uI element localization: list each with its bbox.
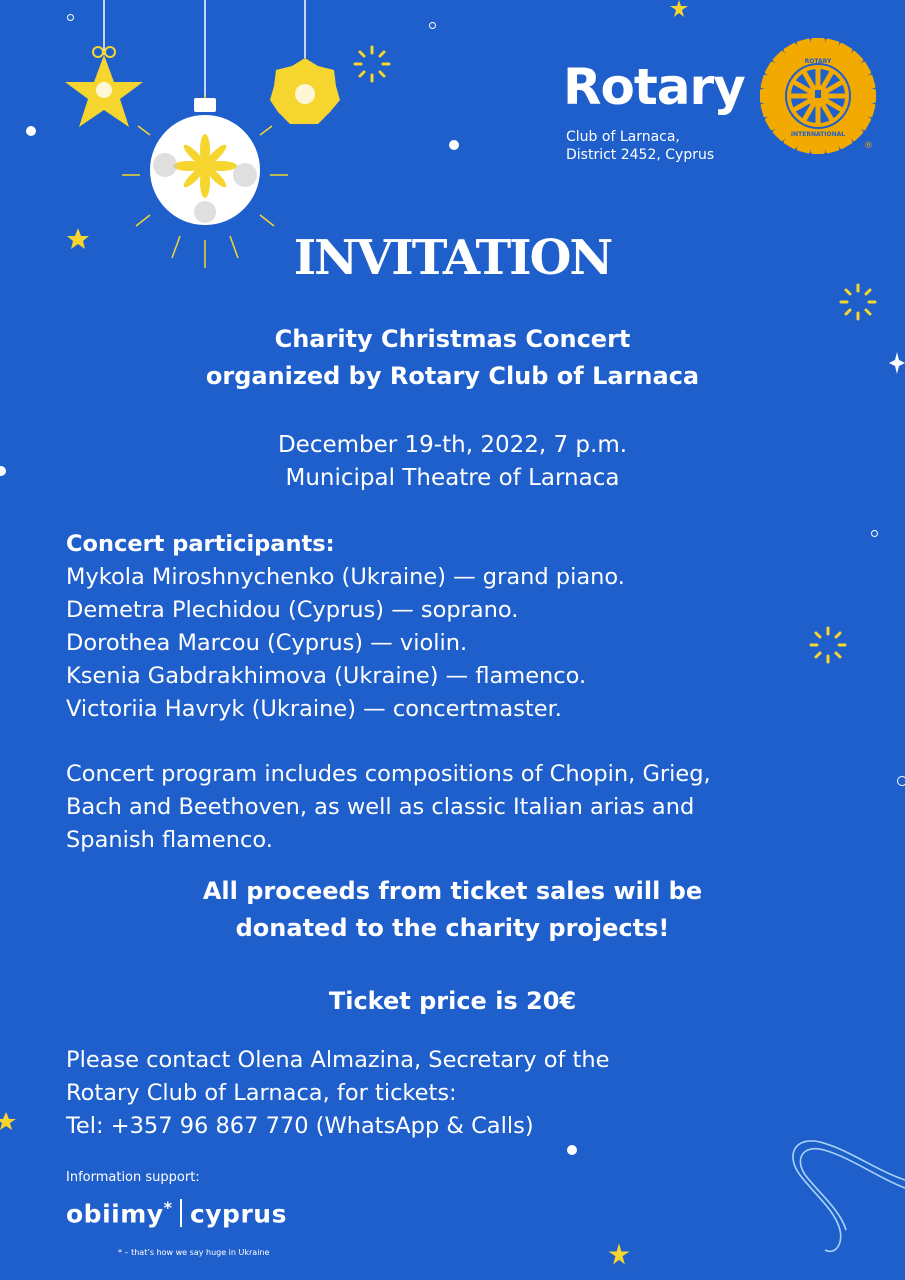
wheel-text-top: ROTARY xyxy=(804,58,832,65)
ticket-price: Ticket price is 20€ xyxy=(328,987,577,1015)
rotary-club-subtitle: Club of Larnaca, District 2452, Cyprus xyxy=(566,129,715,163)
contact-info: Please contact Olena Almazina, Secretary of the Rotary Club of Larnaca, for tickets: Tel: +357 96 867 770 (WhatsApp & Calls) xyxy=(66,1044,609,1143)
information-support-label: Information support: xyxy=(66,1170,200,1185)
participant-item: Ksenia Gabdrakhimova (Ukraine) — flamenco. xyxy=(66,663,587,689)
participant-item: Demetra Plechidou (Cyprus) — soprano. xyxy=(66,597,519,623)
participant-item: Victoriia Havryk (Ukraine) — concertmaster. xyxy=(66,696,562,722)
ribbon-swirl-decoration xyxy=(780,1130,905,1260)
event-date: December 19-th, 2022, 7 p.m. xyxy=(277,432,628,458)
contact-phone: Tel: +357 96 867 770 (WhatsApp & Calls) xyxy=(66,1113,534,1139)
snow-ring xyxy=(871,530,878,537)
rotary-wordmark: Rotary xyxy=(563,58,745,116)
snow-ring xyxy=(897,776,905,786)
participants-heading: Concert participants: xyxy=(66,531,335,557)
sparkle-icon xyxy=(352,44,392,84)
snow-dot xyxy=(26,126,36,136)
obiimy-cyprus-logo: obiimy* cyprus xyxy=(66,1198,287,1229)
star-icon xyxy=(0,1112,18,1134)
registered-mark: ® xyxy=(864,141,873,151)
snow-dot xyxy=(567,1145,577,1155)
program-description: Concert program includes compositions of Chopin, Grieg, Bach and Beethoven, as well as classic Italian arias and Spanish flamenco. xyxy=(66,761,711,853)
snow-dot xyxy=(449,140,459,150)
rotary-wheel-logo xyxy=(760,38,880,158)
event-heading-line2: organized by Rotary Club of Larnaca xyxy=(205,362,700,390)
invitation-title: INVITATION xyxy=(293,230,612,286)
sparkle-icon xyxy=(808,625,848,665)
star-icon xyxy=(606,1243,632,1267)
event-heading xyxy=(0,321,905,395)
proceeds-notice: All proceeds from ticket sales will be donated to the charity projects! xyxy=(202,877,703,942)
event-heading-line1: Charity Christmas Concert xyxy=(274,325,631,353)
participant-item: Mykola Miroshnychenko (Ukraine) — grand piano. xyxy=(66,564,625,590)
snow-ring xyxy=(67,14,74,21)
participants-section xyxy=(66,528,625,726)
star-icon xyxy=(668,0,690,18)
event-date-venue xyxy=(0,429,905,495)
logo-divider xyxy=(180,1199,182,1227)
sparkle-icon xyxy=(838,282,878,322)
snow-ring xyxy=(429,22,436,29)
wheel-text-bottom: INTERNATIONAL xyxy=(790,131,846,138)
event-venue: Municipal Theatre of Larnaca xyxy=(285,465,620,491)
partner-footnote: * – that’s how we say huge in Ukraine xyxy=(118,1248,270,1257)
participant-item: Dorothea Marcou (Cyprus) — violin. xyxy=(66,630,468,656)
